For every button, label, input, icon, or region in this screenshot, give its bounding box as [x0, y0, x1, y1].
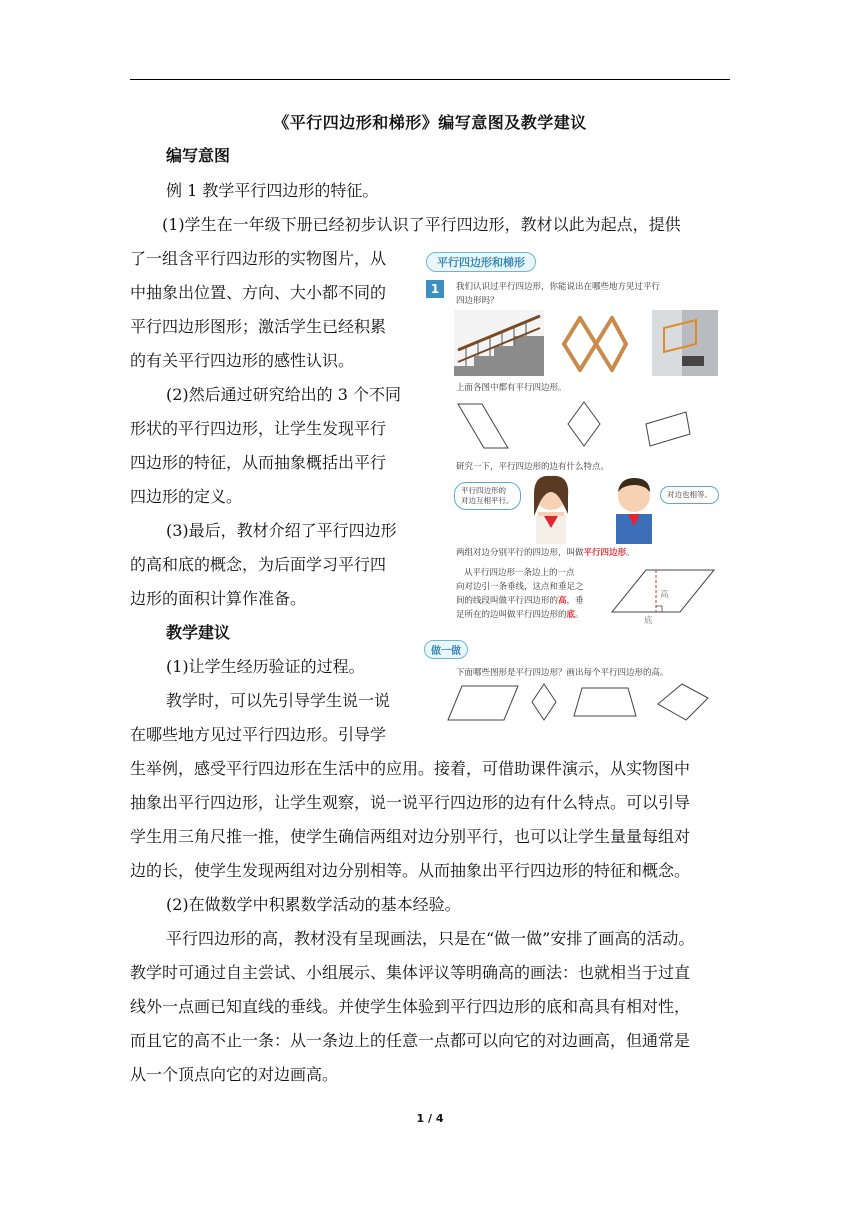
paragraph-line: 中抽象出位置、方向、大小都不同的 — [130, 283, 387, 302]
paragraph-line: 平行四边形图形；激活学生已经积累 — [130, 317, 387, 336]
room-photo — [652, 310, 718, 376]
height-text-line: 从平行四边形一条边上的一点 — [464, 568, 575, 578]
paragraph-line: (2)然后通过研究给出的 3 个不同 — [166, 385, 402, 404]
paragraph-line: 边的长，使学生发现两组对边分别相等。从而抽象出平行四边形的特征和概念。 — [130, 861, 691, 880]
figure-question-line: 四边形吗？ — [456, 296, 499, 306]
paragraph-line: 学生用三角尺推一推，使学生确信两组对边分别平行，也可以让学生量量每组对 — [130, 827, 691, 846]
height-label: 高 — [660, 590, 669, 600]
girl-illustration — [524, 472, 578, 544]
practice-banner: 做一做 — [424, 640, 468, 659]
paragraph-line: 教学时可通过自主尝试、小组展示、集体评议等明确高的画法：也就相当于过直 — [130, 963, 691, 982]
definition-line — [456, 546, 635, 558]
height-text-part: 足所在的边叫做平行四边形的 — [456, 610, 567, 620]
figure-caption: 研究一下，平行四边形的边有什么特点。 — [456, 462, 610, 472]
sub-heading: (2)在做数学中积累数学活动的基本经验。 — [166, 895, 461, 914]
bubble-line: 对边互相平行。 — [461, 496, 514, 505]
textbook-figure — [420, 248, 722, 728]
height-text-line — [456, 594, 584, 606]
paragraph-line: 抽象出平行四边形，让学生观察，说一说平行四边形的边有什么特点。可以引导 — [130, 793, 691, 812]
paragraph-line: 形状的平行四边形，让学生发现平行 — [130, 419, 387, 438]
base-term: 底 — [566, 610, 576, 620]
paragraph-line: 了一组含平行四边形的实物图片，从 — [130, 249, 387, 268]
girl-speech-bubble — [454, 482, 521, 510]
bubble-line: 平行四边形的 — [461, 486, 506, 495]
figure-caption: 上面各图中都有平行四边形。 — [456, 383, 567, 393]
height-text-line: 向对边引一条垂线，这点和垂足之 — [456, 582, 584, 592]
paragraph-line: 从一个顶点向它的对边画高。 — [130, 1065, 339, 1084]
header-rule — [130, 79, 730, 80]
section-heading-intent: 编写意图 — [166, 146, 231, 165]
document-title: 《平行四边形和梯形》编写意图及教学建议 — [273, 113, 587, 132]
paragraph-line: 线外一点画已知直线的垂线。并使学生体验到平行四边形的底和高具有相对性， — [130, 997, 691, 1016]
paragraph-line: 平行四边形的高，教材没有呈现画法，只是在“做一做”安排了画高的活动。 — [166, 929, 695, 948]
height-text-line — [456, 608, 584, 620]
height-text-part: 间的线段叫做平行四边形的 — [456, 596, 559, 606]
definition-term: 平行四边形 — [583, 548, 627, 558]
paragraph-line: 而且它的高不止一条：从一条边上的任意一点都可以向它的对边画高，但通常是 — [130, 1031, 691, 1050]
paragraph-line: (1)学生在一年级下册已经初步认识了平行四边形，教材以此为起点，提供 — [162, 215, 681, 234]
definition-suffix: 。 — [626, 548, 635, 558]
paragraph-line: 生举例，感受平行四边形在生活中的应用。接着，可借助课件演示，从实物图中 — [130, 759, 691, 778]
height-term: 高 — [558, 596, 567, 606]
boy-illustration — [606, 474, 660, 544]
page-number: 1 / 4 — [416, 1112, 444, 1125]
paragraph-line: (3)最后，教材介绍了平行四边形 — [166, 521, 397, 540]
paragraph-line: 教学时，可以先引导学生说一说 — [166, 691, 391, 710]
paragraph: 例 1 教学平行四边形的特征。 — [166, 181, 379, 200]
paragraph-line: 四边形的定义。 — [130, 487, 243, 506]
railing-photo — [454, 310, 544, 376]
section-heading-suggestions: 教学建议 — [166, 623, 231, 642]
paragraph-line: 在哪些地方见过平行四边形。引导学 — [130, 725, 387, 744]
paragraph-line: 四边形的特征，从而抽象概括出平行 — [130, 453, 387, 472]
expandable-gate-photo — [560, 314, 630, 374]
paragraph-line: 边形的面积计算作准备。 — [130, 589, 307, 608]
sub-heading: (1)让学生经历验证的过程。 — [166, 657, 365, 676]
base-label: 底 — [644, 616, 653, 626]
figure-question-line: 我们认识过平行四边形，你能说出在哪些地方见过平行 — [456, 282, 661, 292]
practice-shapes — [446, 682, 722, 724]
paragraph-line: 的高和底的概念，为后面学习平行四 — [130, 555, 387, 574]
figure-banner: 平行四边形和梯形 — [426, 252, 536, 272]
paragraph-line: 的有关平行四边形的感性认识。 — [130, 351, 355, 370]
height-text-part: ，垂 — [566, 596, 584, 606]
boy-speech-bubble: 对边也相等。 — [660, 486, 719, 504]
parallelogram-shapes — [450, 398, 720, 454]
example-number-badge: 1 — [426, 280, 444, 298]
practice-question: 下面哪些图形是平行四边形？画出每个平行四边形的高。 — [456, 668, 669, 678]
definition-prefix: 两组对边分别平行的四边形，叫做 — [456, 548, 584, 558]
height-text-part: 。 — [575, 610, 584, 620]
